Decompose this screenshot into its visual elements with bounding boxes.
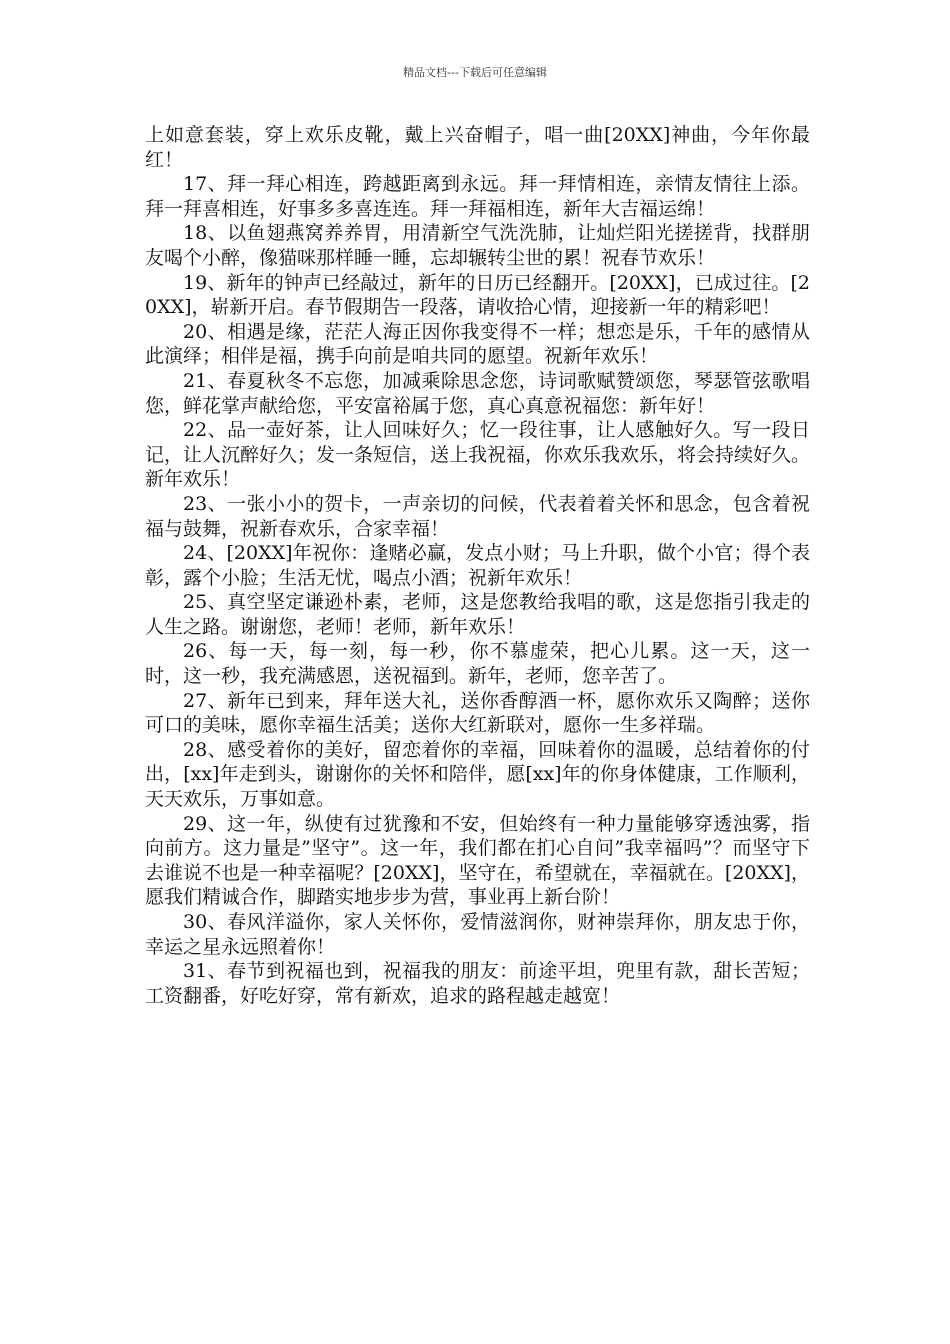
paragraph: 19、新年的钟声已经敲过，新年的日历已经翻开。[20XX]，已成过往。[20XX]，崭新开启。春节假期告一段落，请收拾心情，迎接新一年的精彩吧！ bbox=[145, 271, 810, 319]
paragraph: 22、品一壶好茶，让人回味好久；忆一段往事，让人感触好久。写一段日记，让人沉醉好久；发一条短信，送上我祝福，你欢乐我欢乐，将会持续好久。新年欢乐！ bbox=[145, 419, 811, 491]
paragraph: 29、这一年，纵使有过犹豫和不安，但始终有一种力量能够穿透浊雾，指向前方。这力量是”坚守”。这一年，我们都在扪心自问”我幸福吗”？而坚守下去谁说不也是一种幸福呢？[20XX]，坚守在，希望就在，幸福就在。[20XX]，愿我们精诚合作，脚踏实地步步为营，事业再上新台阶！ bbox=[145, 812, 810, 909]
paragraph: 27、新年已到来，拜年送大礼，送你香醇酒一杯，愿你欢乐又陶醉；送你可口的美味，愿你幸福生活美；送你大红新联对，愿你一生多祥瑞。 bbox=[145, 689, 810, 737]
paragraph: 17、拜一拜心相连，跨越距离到永远。拜一拜情相连，亲情友情往上添。拜一拜喜相连，好事多多喜连连。拜一拜福相连，新年大吉福运绵！ bbox=[145, 173, 810, 220]
paragraph: 18、以鱼翅燕窝养养胃，用清新空气洗洗肺，让灿烂阳光搓搓背，找群朋友喝个小醉，像猫咪那样睡一睡，忘却辗转尘世的累！祝春节欢乐！ bbox=[145, 222, 810, 269]
paragraph: 30、春风洋溢你，家人关怀你，爱情滋润你，财神崇拜你，朋友忠于你，幸运之星永远照着你！ bbox=[145, 911, 810, 958]
paragraph: 24、[20XX]年祝你：逢赌必赢，发点小财；马上升职，做个小官；得个表彰，露个小脸；生活无忧，喝点小酒；祝新年欢乐！ bbox=[145, 542, 810, 589]
paragraph: 23、一张小小的贺卡，一声亲切的问候，代表着着关怀和思念，包含着祝福与鼓舞，祝新春欢乐，合家幸福！ bbox=[145, 492, 810, 540]
paragraph: 上如意套装，穿上欢乐皮靴，戴上兴奋帽子，唱一曲[20XX]神曲，今年你最红！ bbox=[145, 124, 810, 171]
page-header: 精品文档---下载后可任意编辑 bbox=[403, 66, 547, 79]
paragraph: 26、每一天，每一刻，每一秒，你不慕虚荣，把心儿累。这一天，这一时，这一秒，我充满感恩，送祝福到。新年，老师，您辛苦了。 bbox=[145, 640, 810, 688]
document-body bbox=[145, 123, 810, 1008]
paragraph: 25、真空坚定谦逊朴素，老师，这是您教给我唱的歌，这是您指引我走的人生之路。谢谢您，老师！老师，新年欢乐！ bbox=[145, 591, 810, 638]
paragraph: 31、春节到祝福也到，祝福我的朋友：前途平坦，兜里有款，甜长苦短；工资翻番，好吃好穿，常有新欢，追求的路程越走越宽！ bbox=[145, 960, 810, 1007]
paragraph: 28、感受着你的美好，留恋着你的幸福，回味着你的温暖，总结着你的付出，[xx]年走到头，谢谢你的关怀和陪伴，愿[xx]年的你身体健康，工作顺利，天天欢乐，万事如意。 bbox=[145, 738, 810, 811]
paragraph: 20、相遇是缘，茫茫人海正因你我变得不一样；想恋是乐，千年的感情从此演绎；相伴是福，携手向前是咱共同的愿望。祝新年欢乐！ bbox=[145, 320, 810, 368]
paragraph: 21、春夏秋冬不忘您，加减乘除思念您，诗词歌赋赞颂您，琴瑟管弦歌唱您，鲜花掌声献给您，平安富裕属于您，真心真意祝福您：新年好！ bbox=[145, 369, 810, 417]
